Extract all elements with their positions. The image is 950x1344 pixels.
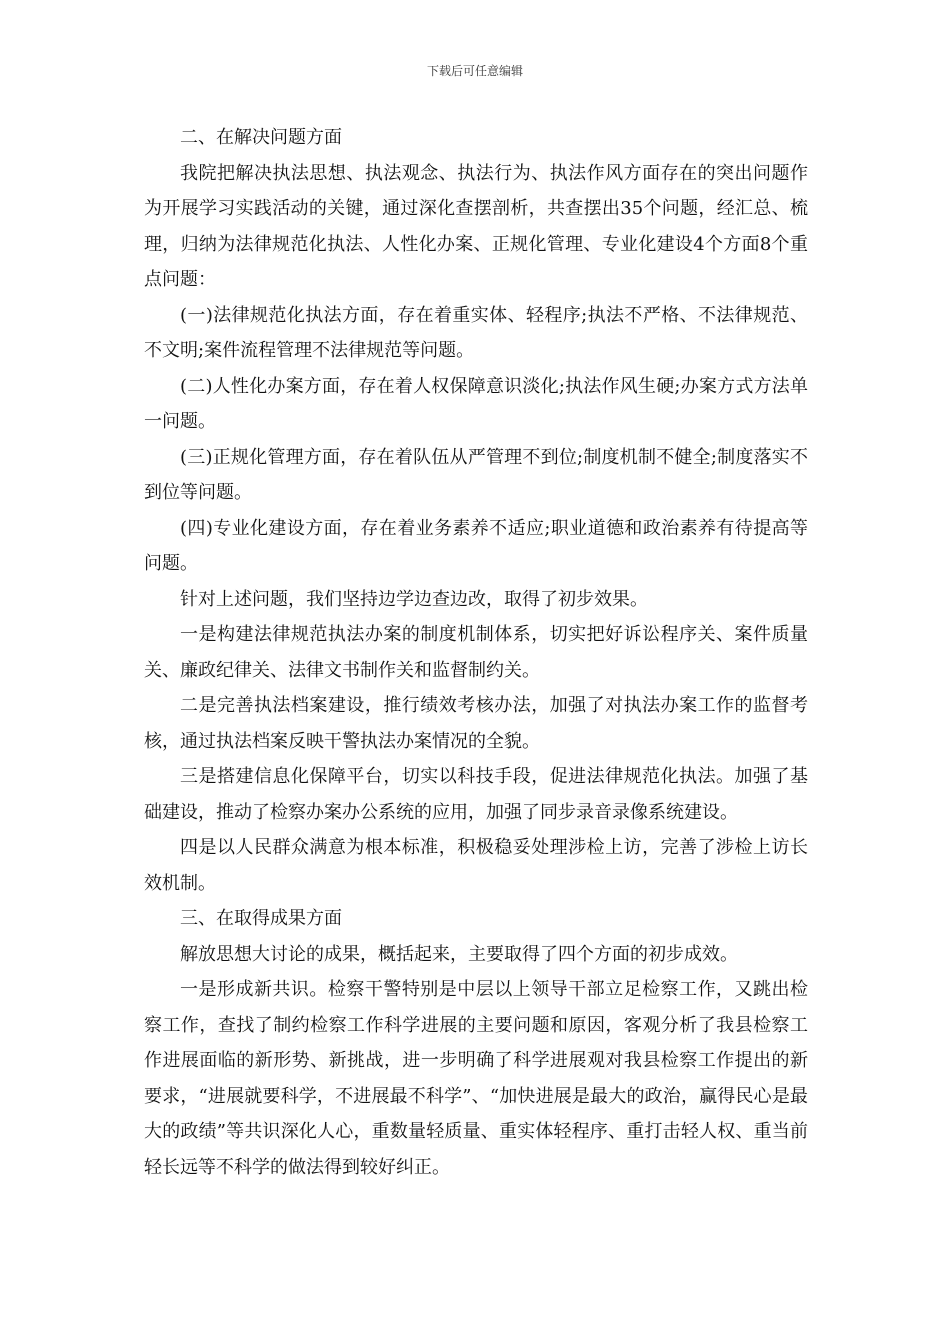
paragraph-item-3: (三)正规化管理方面，存在着队伍从严管理不到位;制度机制不健全;制度落实不到位等问题。 bbox=[144, 446, 808, 503]
paragraph-measure-1: 一是构建法律规范执法办案的制度机制体系，切实把好诉讼程序关、案件质量关、廉政纪律关、法律文书制作关和监督制约关。 bbox=[144, 624, 808, 681]
section-heading-achievements: 三、在取得成果方面 bbox=[180, 908, 342, 929]
page-header: 下载后可任意编辑 bbox=[426, 64, 523, 78]
paragraph-item-1: (一)法律规范化执法方面，存在着重实体、轻程序;执法不严格、不法律规范、不文明;案件流程管理不法律规范等问题。 bbox=[144, 304, 808, 361]
paragraph-item-2: (二)人性化办案方面，存在着人权保障意识淡化;执法作风生硬;办案方式方法单一问题。 bbox=[144, 375, 808, 432]
paragraph-achievements-intro: 解放思想大讨论的成果，概括起来，主要取得了四个方面的初步成效。 bbox=[180, 943, 738, 965]
paragraph-item-4: (四)专业化建设方面，存在着业务素养不适应;职业道德和政治素养有待提高等问题。 bbox=[144, 517, 808, 574]
paragraph-measure-2: 二是完善执法档案建设，推行绩效考核办法，加强了对执法办案工作的监督考核，通过执法档案反映干警执法办案情况的全貌。 bbox=[144, 695, 808, 752]
paragraph-achievement-1: 一是形成新共识。检察干警特别是中层以上领导干部立足检察工作，又跳出检察工作，查找了制约检察工作科学进展的主要问题和原因，客观分析了我县检察工作进展面临的新形势、新挑战，进一步明确了科学进展观对我县检察工作提出的新要求，“进展就要科学，不进展最不科学”、“加快进展是最大的政治，赢得民心是最大的政绩”等共识深化人心，重数量轻质量、重实体轻程序、重打击轻人权、重当前轻长远等不科学的做法得到较好纠正。 bbox=[144, 979, 808, 1178]
document-body bbox=[144, 120, 808, 1185]
paragraph-measure-3: 三是搭建信息化保障平台，切实以科技手段，促进法律规范化执法。加强了基础建设，推动了检察办案办公系统的应用，加强了同步录音录像系统建设。 bbox=[144, 766, 808, 823]
paragraph-rectification-intro: 针对上述问题，我们坚持边学边查边改，取得了初步效果。 bbox=[180, 588, 648, 610]
section-heading-problem-solving: 二、在解决问题方面 bbox=[180, 127, 342, 148]
paragraph-measure-4: 四是以人民群众满意为根本标准，积极稳妥处理涉检上访，完善了涉检上访长效机制。 bbox=[144, 837, 808, 894]
paragraph-problem-summary: 我院把解决执法思想、执法观念、执法行为、执法作风方面存在的突出问题作为开展学习实践活动的关键，通过深化查摆剖析，共查摆出35个问题，经汇总、梳理，归纳为法律规范化执法、人性化办案、正规化管理、专业化建设4个方面8个重点问题： bbox=[144, 162, 808, 290]
